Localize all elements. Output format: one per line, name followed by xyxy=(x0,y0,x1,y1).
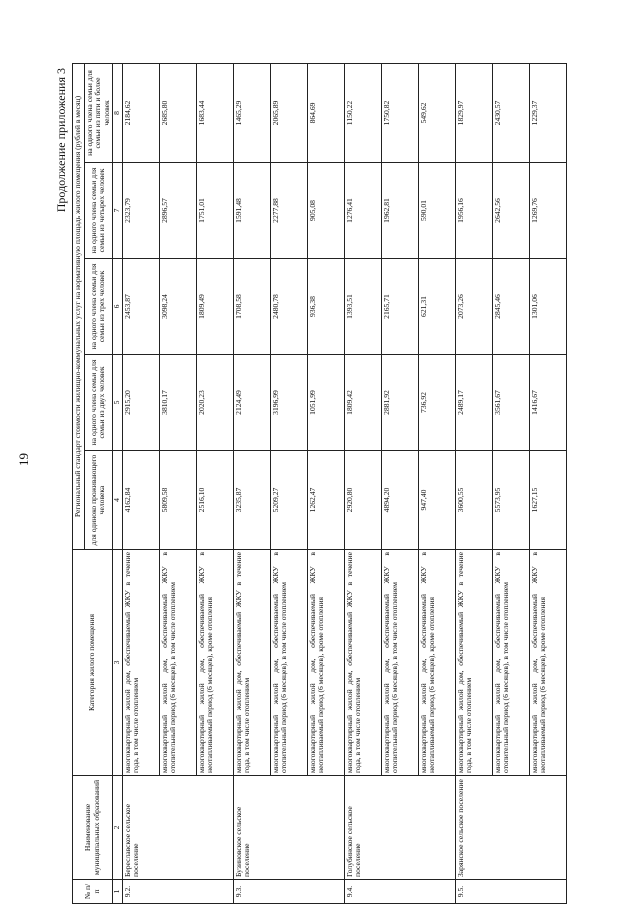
header-municipality: Наименование муниципальных образований xyxy=(73,776,113,880)
standard-value: 5809,58 xyxy=(159,451,196,550)
standard-value: 3810,17 xyxy=(159,355,196,451)
standard-value: 3235,87 xyxy=(233,451,270,550)
column-index: 2 xyxy=(113,776,123,880)
standard-value: 1751,01 xyxy=(196,163,233,259)
standard-value: 1269,76 xyxy=(529,163,566,259)
row-number: 9.4. xyxy=(344,880,455,904)
standard-value: 3600,55 xyxy=(455,451,492,550)
standard-value: 1809,49 xyxy=(196,259,233,355)
standard-value: 1809,42 xyxy=(344,355,381,451)
header-sub-five: на одного члена семьи для семьи из пяти и более человек xyxy=(84,63,113,162)
standard-value: 4894,20 xyxy=(381,451,418,550)
standard-value: 1591,48 xyxy=(233,163,270,259)
standard-value: 3098,24 xyxy=(159,259,196,355)
housing-category: многоквартирный жилой дом, обеспечиваемый ЖКУ в течение года, в том числе отоплением xyxy=(122,550,159,776)
column-index: 7 xyxy=(113,163,123,259)
housing-category: многоквартирный жилой дом, обеспечиваемый ЖКУ в неотапливаемый период (6 месяцев), кроме отопления xyxy=(196,550,233,776)
standard-value: 5573,95 xyxy=(492,451,529,550)
municipality-name: Береславское сельское поселение xyxy=(122,776,233,880)
standard-value: 1416,67 xyxy=(529,355,566,451)
standard-value: 1393,51 xyxy=(344,259,381,355)
housing-category: многоквартирный жилой дом, обеспечиваемый ЖКУ в течение года, в том числе отоплением xyxy=(344,550,381,776)
header-sub-single: для одиноко проживающего человека xyxy=(84,451,113,550)
housing-category: многоквартирный жилой дом, обеспечиваемый ЖКУ в отопительный период (6 месяцев), в том числе отоплением xyxy=(492,550,529,776)
standards-table xyxy=(72,63,567,904)
standard-value: 1150,22 xyxy=(344,63,381,162)
standard-value: 1708,58 xyxy=(233,259,270,355)
standard-value: 2845,46 xyxy=(492,259,529,355)
standard-value: 905,08 xyxy=(307,163,344,259)
standard-value: 1276,41 xyxy=(344,163,381,259)
standard-value: 2430,57 xyxy=(492,63,529,162)
standard-value: 2020,23 xyxy=(196,355,233,451)
header-category: Категория жилого помещения xyxy=(73,550,113,776)
standard-value: 2489,17 xyxy=(455,355,492,451)
standard-value: 1229,37 xyxy=(529,63,566,162)
standard-value: 4162,84 xyxy=(122,451,159,550)
standard-value: 1627,15 xyxy=(529,451,566,550)
standard-value: 1956,16 xyxy=(455,163,492,259)
standard-value: 2480,78 xyxy=(270,259,307,355)
standard-value: 1829,97 xyxy=(455,63,492,162)
column-index: 4 xyxy=(113,451,123,550)
standard-value: 936,38 xyxy=(307,259,344,355)
standard-value: 1683,44 xyxy=(196,63,233,162)
table-row xyxy=(455,63,492,903)
standard-value: 2277,88 xyxy=(270,163,307,259)
standard-value: 1465,29 xyxy=(233,63,270,162)
standard-value: 2915,20 xyxy=(122,355,159,451)
row-number: 9.2. xyxy=(122,880,233,904)
table-body xyxy=(122,63,566,903)
standard-value: 864,69 xyxy=(307,63,344,162)
standard-value: 2920,80 xyxy=(344,451,381,550)
table-header xyxy=(73,63,123,903)
standard-value: 2073,26 xyxy=(455,259,492,355)
municipality-name: Бузиновское сельское поселение xyxy=(233,776,344,880)
standard-value: 1750,82 xyxy=(381,63,418,162)
housing-category: многоквартирный жилой дом, обеспечиваемый ЖКУ в отопительный период (6 месяцев), в том числе отоплением xyxy=(270,550,307,776)
standard-value: 2881,92 xyxy=(381,355,418,451)
header-sub-three: на одного члена семьи для семьи из трех человек xyxy=(84,259,113,355)
standard-value: 947,40 xyxy=(418,451,455,550)
standard-value: 2896,57 xyxy=(159,163,196,259)
page-number: 19 xyxy=(16,453,31,466)
standard-value: 736,92 xyxy=(418,355,455,451)
row-number: 9.5. xyxy=(455,880,566,904)
column-index: 1 xyxy=(113,880,123,904)
standard-value: 2124,49 xyxy=(233,355,270,451)
standard-value: 2516,10 xyxy=(196,451,233,550)
table-row xyxy=(233,63,270,903)
housing-category: многоквартирный жилой дом, обеспечиваемый ЖКУ в неотапливаемый период (6 месяцев), кроме отопления xyxy=(418,550,455,776)
standard-value: 590,01 xyxy=(418,163,455,259)
column-index: 3 xyxy=(113,550,123,776)
column-index-row xyxy=(113,63,123,903)
standard-value: 2685,80 xyxy=(159,63,196,162)
standard-value: 549,62 xyxy=(418,63,455,162)
standard-value: 5209,27 xyxy=(270,451,307,550)
column-index: 6 xyxy=(113,259,123,355)
standard-value: 1962,81 xyxy=(381,163,418,259)
header-standard: Региональный стандарт стоимости жилищно-коммунальных услуг на нормативную площадь жилого помещения (рублей в месяц) xyxy=(73,63,85,549)
rotated-page-content xyxy=(52,64,640,904)
municipality-name: Зарянское сельское поселение xyxy=(455,776,566,880)
column-index: 8 xyxy=(113,63,123,162)
standard-value: 3196,99 xyxy=(270,355,307,451)
standard-value: 3561,67 xyxy=(492,355,529,451)
table-row xyxy=(122,63,159,903)
row-number: 9.3. xyxy=(233,880,344,904)
housing-category: многоквартирный жилой дом, обеспечиваемый ЖКУ в течение года, в том числе отоплением xyxy=(233,550,270,776)
standard-value: 1051,99 xyxy=(307,355,344,451)
appendix-title: Продолжение приложения 3 xyxy=(54,68,68,213)
standard-value: 2165,71 xyxy=(381,259,418,355)
standard-value: 2453,87 xyxy=(122,259,159,355)
column-index: 5 xyxy=(113,355,123,451)
housing-category: многоквартирный жилой дом, обеспечиваемый ЖКУ в отопительный период (6 месяцев), в том числе отоплением xyxy=(381,550,418,776)
standard-value: 2642,56 xyxy=(492,163,529,259)
municipality-name: Голубинское сельское поселение xyxy=(344,776,455,880)
housing-category: многоквартирный жилой дом, обеспечиваемый ЖКУ в неотапливаемый период (6 месяцев), кроме отопления xyxy=(529,550,566,776)
standard-value: 1262,47 xyxy=(307,451,344,550)
housing-category: многоквартирный жилой дом, обеспечиваемый ЖКУ в отопительный период (6 месяцев), в том числе отоплением xyxy=(159,550,196,776)
standard-value: 2184,62 xyxy=(122,63,159,162)
standard-value: 621,31 xyxy=(418,259,455,355)
housing-category: многоквартирный жилой дом, обеспечиваемый ЖКУ в течение года, в том числе отоплением xyxy=(455,550,492,776)
table-row xyxy=(344,63,381,903)
housing-category: многоквартирный жилой дом, обеспечиваемый ЖКУ в неотапливаемый период (6 месяцев), кроме отопления xyxy=(307,550,344,776)
standard-value: 2065,89 xyxy=(270,63,307,162)
header-sub-two: на одного члена семьи для семьи из двух человек xyxy=(84,355,113,451)
standard-value: 1301,06 xyxy=(529,259,566,355)
header-sub-four: на одного члена семьи для семьи из четырех человек xyxy=(84,163,113,259)
standard-value: 2323,79 xyxy=(122,163,159,259)
header-num: № п/п xyxy=(73,880,113,904)
